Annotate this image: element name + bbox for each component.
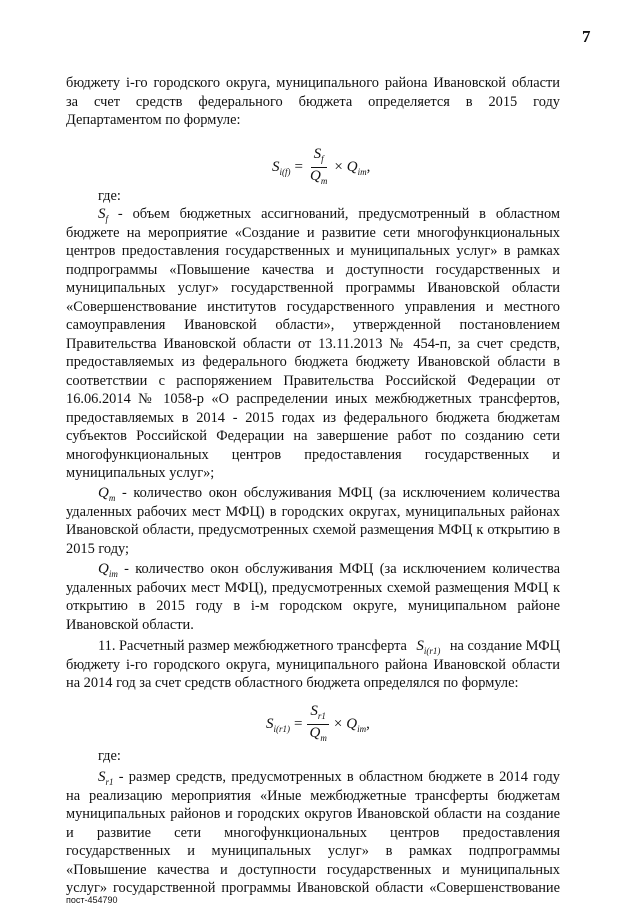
intro-line-1: бюджету i-го городского округа, муниципального района Ивановской области [66,75,560,91]
def-sf-line-0: $S_f$ - объем бюджетных ассигнований, предусмотренный в областном [98,206,560,224]
symbol-s-ir1: $S_{i(r1)}$ [416,638,441,656]
def-sf-line: «Совершенствование институтов государственного управления и местного [66,298,560,315]
def-sf-line: Правительства Ивановской области от 13.11.2013 № 454-п, за счет средств, [66,335,560,352]
formula-1-rhs: $Q_{im}$, [346,158,371,177]
document-code: пост-454790 [66,895,118,905]
intro-line-2: за счет средств федерального бюджета определяется в 2015 году [66,93,560,110]
para-11-line-3: на 2014 год за счет средств областного бюджета определялся по формуле: [66,675,519,691]
para-11-line-2: бюджету i-го городского округа, муниципального района Ивановской области [66,656,560,673]
def-sf-line: самоуправления Ивановской области», утвержденной постановлением [66,317,560,333]
where-label-2: где: [98,748,121,764]
formula-2 [266,703,370,746]
def-sf-line: центров предоставления государственных и муниципальных услуг» в рамках [66,243,560,259]
intro-line-3: Департаментом по формуле: [66,112,241,128]
where-label-1: где: [98,188,121,204]
def-qm-line: удаленных рабочих мест МФЦ) в городских округах, муниципальных районах [66,503,560,520]
formula-2-fraction: $\frac{S_{r1}}{Q_m}$ [306,703,329,746]
symbol-qim: $Q_{im}$ [98,561,118,579]
formula-2-lhs: $S_{i(r1)}$ [266,715,290,734]
page-number: 7 [582,27,591,46]
def-sr1-line: и развитие сети многофункциональных центров предоставления [66,824,560,841]
para-11-line-1: 11. Расчетный размер межбюджетного трансферта $S_{i(r1)}$ на создание МФЦ [98,637,560,661]
formula-2-rhs: $Q_{im}$, [346,715,370,734]
def-sf-line: подпрограммы «Повышение качества и доступности государственных и [66,261,560,278]
def-qm-line: Ивановской области, предусмотренных схемой размещения МФЦ к открытию в [66,522,560,538]
formula-2-times: × [333,716,343,732]
def-sf-line: бюджете на мероприятие «Создание и развитие сети многофункциональных [66,224,560,241]
def-qim-line: удаленных рабочих мест МФЦ), предусмотренных схемой размещения МФЦ к [66,579,560,596]
def-sf-line: муниципальных услуг»; [66,465,215,481]
formula-1-fraction: $\frac{S_f}{Q_m}$ [309,146,328,186]
def-qim-line: Ивановской области. [66,616,194,633]
def-sf-line: субъектов Российской Федерации на завершение работ по созданию сети [66,428,560,444]
def-qm-line: 2015 году; [66,540,130,557]
def-sr1-line: государственных и муниципальных услуг» в рамках подпрограммы [66,843,560,859]
def-sr1-line: услуг» государственной программы Ивановской области «Совершенствование [66,880,560,896]
def-sf-line: предоставляемых в 2014 - 2015 годах из федерального бюджета бюджетам [66,409,560,426]
formula-1-equals: = [294,159,303,175]
def-sf-line: соответствии с распоряжением Правительства Российской Федерации от [66,372,560,389]
formula-1-times: × [334,159,343,175]
symbol-sr1: $S_{r1}$ [98,769,114,787]
def-sr1-line: муниципальных районов и городских округов Ивановской области на создание [66,806,560,822]
def-sf-line: многофункциональных центров предоставления государственных и [66,446,560,463]
def-sf-line: 16.06.2014 № 1058-р «О распределении иных межбюджетных трансфертов, [66,391,560,407]
def-qim-line-0: $Q_{im}$ - количество окон обслуживания МФЦ (за исключением количества [98,561,560,579]
formula-1-lhs: $S_{i(f)}$ [272,158,291,177]
def-sf-line: муниципальных услуг» государственной программы Ивановской области [66,280,560,296]
def-qim-line: открытию в 2015 году в i-м городском округе, муниципальном районе [66,598,560,614]
def-sf-line: предоставляемых из федерального бюджета бюджету Ивановской области в [66,354,560,370]
def-qm-line-0: $Q_m$ - количество окон обслуживания МФЦ (за исключением количества [98,485,560,503]
def-sr1-line: на реализацию мероприятия «Иные межбюджетные трансферты бюджетам [66,787,560,804]
formula-2-equals: = [294,716,303,732]
symbol-qm: $Q_m$ [98,485,116,503]
symbol-sf: $S_f$ [98,206,109,224]
def-sr1-line-0: $S_{r1}$ - размер средств, предусмотренных в областном бюджете в 2014 году [98,769,560,787]
formula-1 [272,146,370,189]
def-sr1-line: «Повышение качества и доступности государственных и муниципальных [66,861,560,878]
